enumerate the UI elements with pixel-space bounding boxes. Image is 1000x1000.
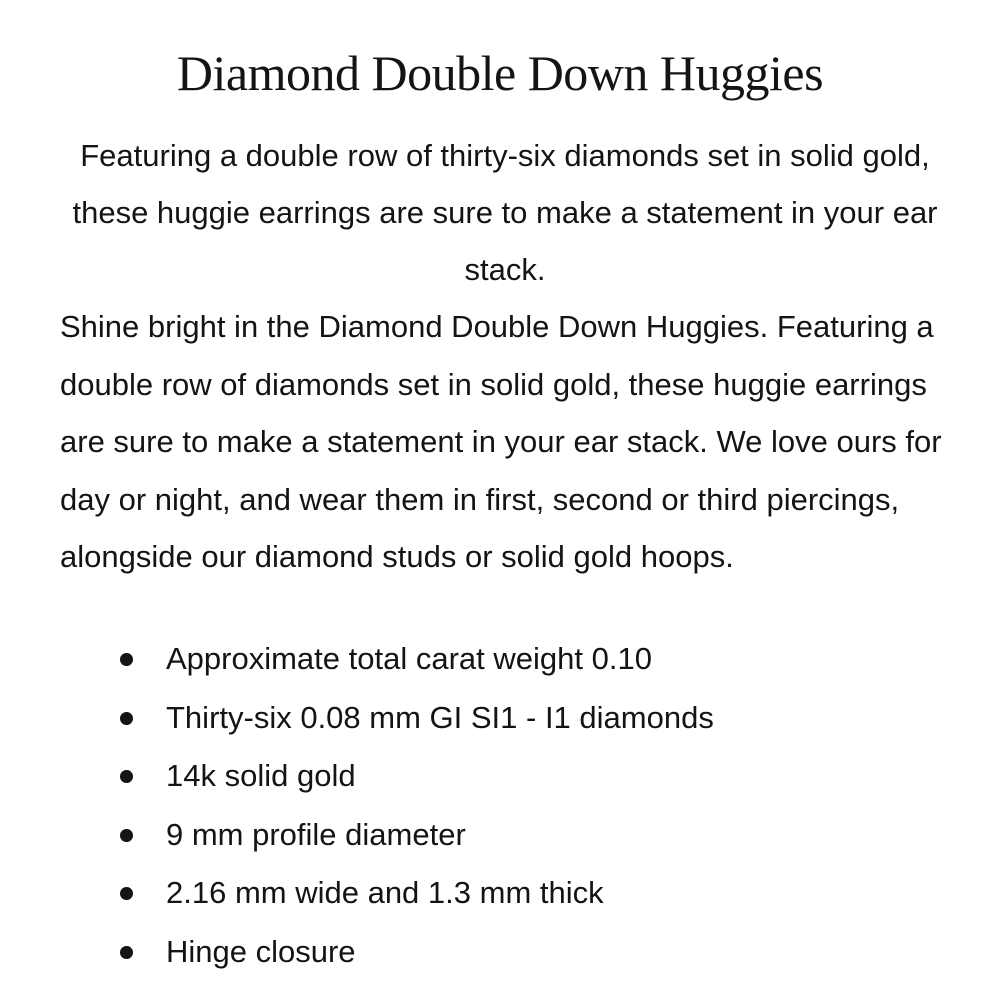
spec-item [120, 630, 960, 689]
product-intro: Featuring a double row of thirty-six diamonds set in solid gold, these huggie earrings are sure to make a statement in your ear stack. [72, 138, 938, 287]
spec-text: Thirty-six 0.08 mm GI SI1 - I1 diamonds [166, 699, 714, 735]
bullet-icon [120, 770, 133, 783]
spec-text: Hinge closure [166, 933, 356, 969]
spec-item [120, 864, 960, 923]
bullet-icon [120, 712, 133, 725]
spec-text: 14k solid gold [166, 758, 356, 793]
bullet-icon [120, 887, 133, 900]
bullet-icon [120, 946, 133, 959]
product-description: Shine bright in the Diamond Double Down Huggies. Featuring a double row of diamonds set in solid gold, these huggie earrings are sure to make a statement in your ear stack. We love ours for day or night, and wear them in first, second or third piercings, alongside our diamond studs or solid gold hoops. [60, 309, 942, 574]
spec-list [120, 630, 960, 981]
bullet-icon [120, 829, 133, 842]
spec-text: 9 mm profile diameter [166, 816, 466, 852]
spec-text: 2.16 mm wide and 1.3 mm thick [166, 875, 604, 910]
spec-item [120, 747, 960, 806]
spec-text: Approximate total carat weight 0.10 [166, 641, 652, 676]
spec-item [120, 689, 960, 748]
spec-item [120, 806, 960, 865]
bullet-icon [120, 653, 133, 666]
product-title: Diamond Double Down Huggies [176, 45, 824, 101]
spec-item [120, 923, 960, 982]
